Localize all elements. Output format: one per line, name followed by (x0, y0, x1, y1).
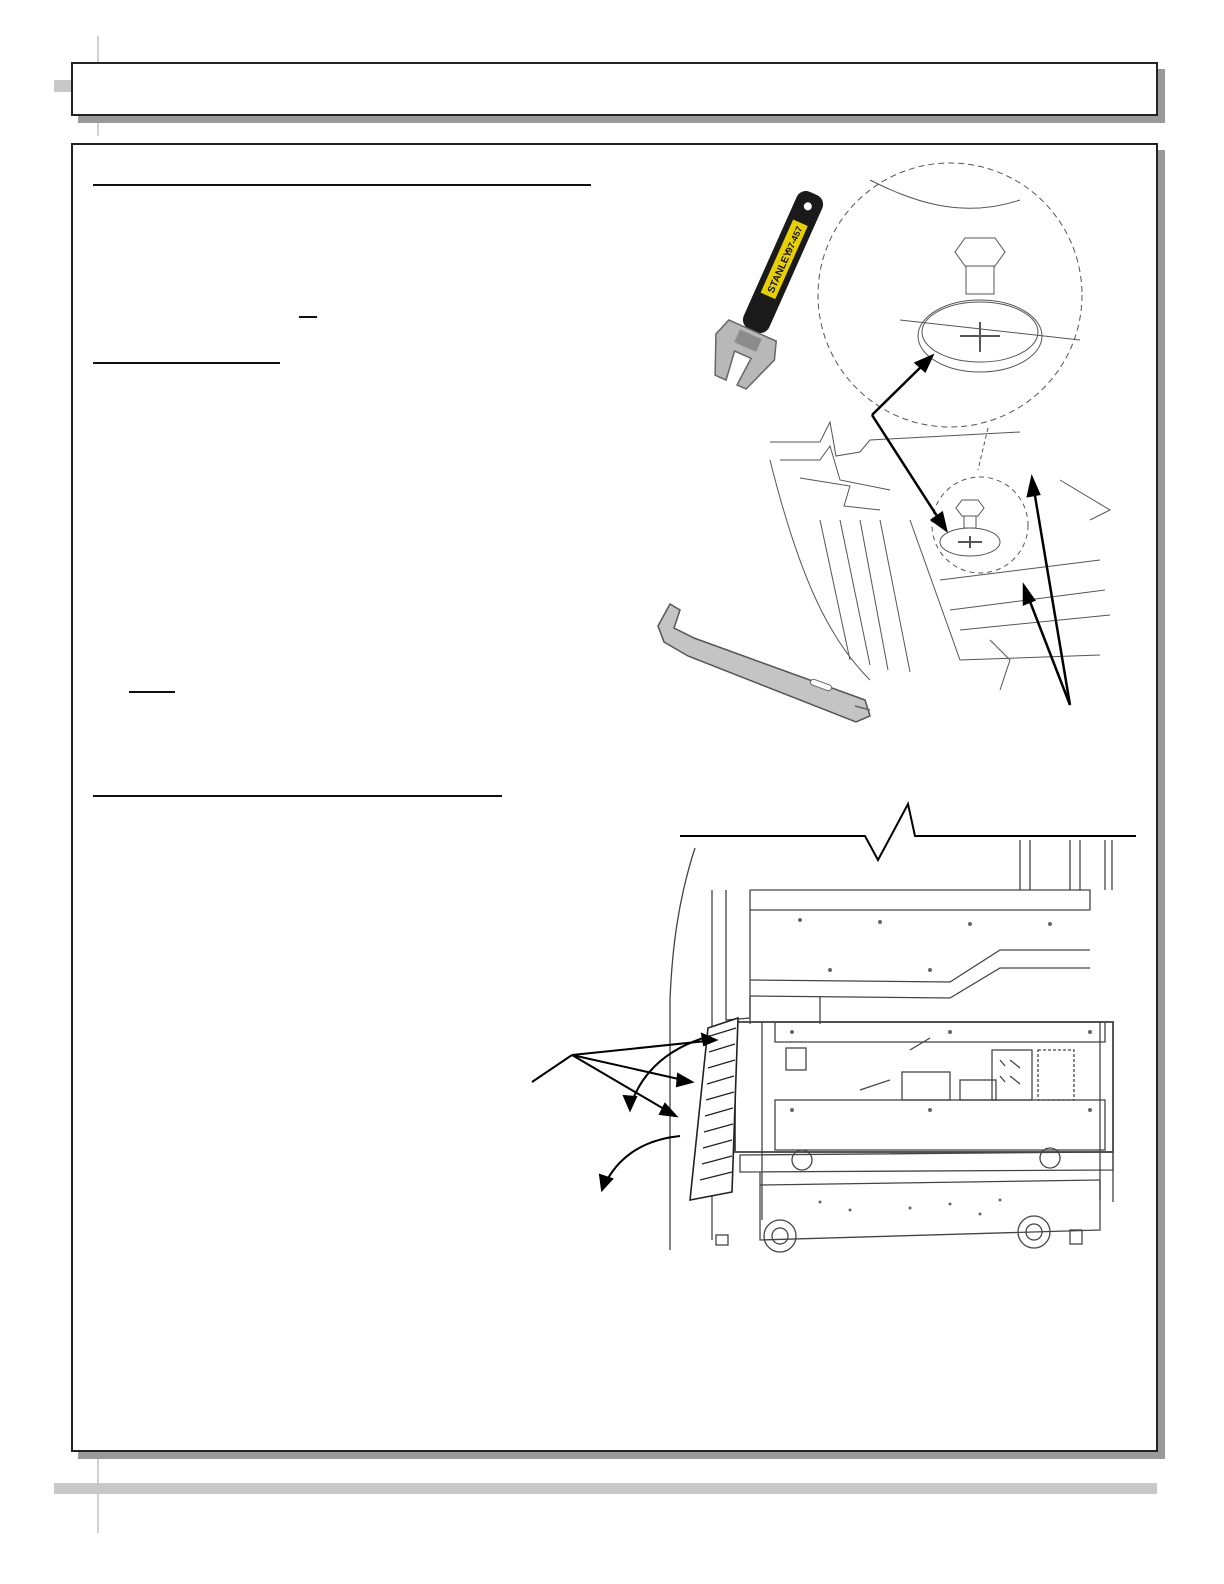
emphasis-underline-1 (299, 316, 317, 318)
footer-bar (54, 1483, 1157, 1494)
wrench-brand: STANLEY (765, 248, 795, 296)
margin-guide-bottom (97, 1455, 99, 1533)
callout-arrow-leg-lower (1024, 586, 1070, 705)
caster-rear-left (764, 1220, 796, 1252)
leveler-foot-detail-drawing (760, 160, 1120, 720)
compressor-housing (902, 1072, 950, 1100)
note-underline (129, 691, 175, 693)
caster-front-right (1040, 1148, 1060, 1168)
magnified-hex-nut (955, 238, 1005, 266)
section-1-heading-rule (93, 184, 591, 186)
leveler-location-circle (932, 477, 1028, 573)
caster-front-left (792, 1150, 812, 1170)
louvered-kickplate (690, 1018, 738, 1200)
kickplate-removal-drawing (530, 800, 1140, 1260)
removal-arrow-lower (604, 1136, 680, 1186)
break-line (680, 804, 1136, 860)
callout-arrow-pad-bottom (872, 415, 946, 530)
magnified-detail-circle (818, 163, 1082, 427)
wrench-model: 97-457 (783, 224, 805, 255)
callout-leader-clips (532, 1055, 572, 1082)
callout-arrow-leg-upper (1032, 478, 1070, 705)
section-2-heading-rule (93, 795, 502, 797)
header-box (71, 62, 1158, 116)
subsection-heading-rule (93, 362, 280, 364)
